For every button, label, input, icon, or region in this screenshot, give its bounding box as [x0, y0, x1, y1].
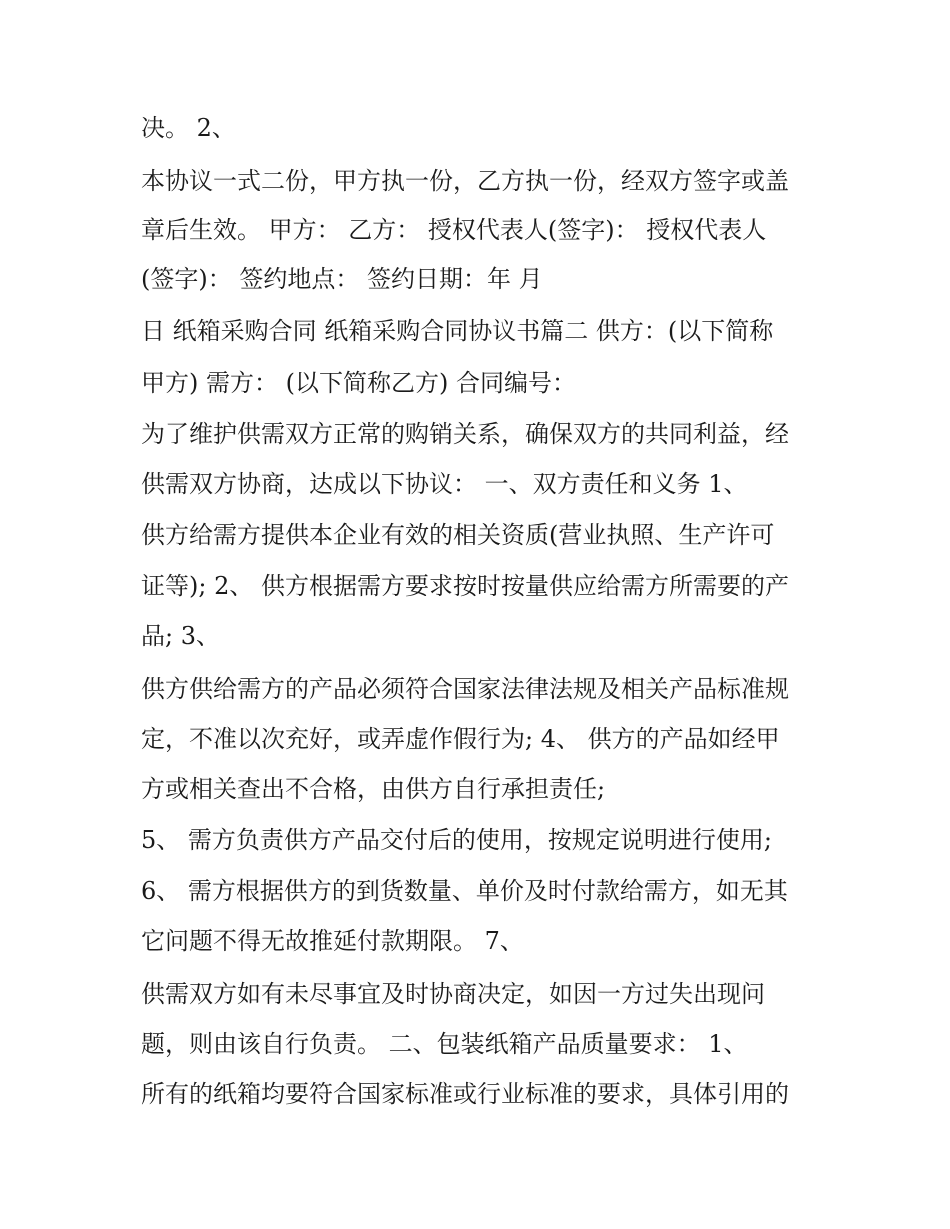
- text-line: 甲方) 需方： (以下简称乙方) 合同编号：: [141, 369, 576, 397]
- text-line: 供方供给需方的产品必须符合国家法律法规及相关产品标准规: [141, 675, 789, 703]
- text-line: (签字)： 签约地点： 签约日期：年 月: [141, 265, 543, 293]
- text-line: 章后生效。 甲方： 乙方： 授权代表人(签字)： 授权代表人: [141, 216, 767, 244]
- text-line: 决。 2、: [141, 114, 236, 142]
- text-line: 它问题不得无故推延付款期限。 7、: [141, 927, 524, 955]
- text-line: 所有的纸箱均要符合国家标准或行业标准的要求，具体引用的: [141, 1080, 789, 1108]
- text-line: 供需双方如有未尽事宜及时协商决定，如因一方过失出现问: [141, 980, 765, 1008]
- text-line: 定，不准以次充好，或弄虚作假行为; 4、 供方的产品如经甲: [141, 725, 780, 753]
- text-line: 题，则由该自行负责。 二、包装纸箱产品质量要求： 1、: [141, 1030, 748, 1058]
- text-line: 供需双方协商，达成以下协议： 一、双方责任和义务 1、: [141, 470, 748, 498]
- text-line: 供方给需方提供本企业有效的相关资质(营业执照、生产许可: [141, 521, 775, 549]
- text-line: 方或相关查出不合格，由供方自行承担责任;: [141, 775, 606, 803]
- text-line: 品; 3、: [141, 622, 220, 650]
- text-line: 为了维护供需双方正常的购销关系，确保双方的共同利益，经: [141, 420, 789, 448]
- text-line: 6、 需方根据供方的到货数量、单价及时付款给需方，如无其: [141, 877, 788, 905]
- text-line: 5、 需方负责供方产品交付后的使用，按规定说明进行使用;: [141, 826, 772, 854]
- text-line: 日 纸箱采购合同 纸箱采购合同协议书篇二 供方：(以下简称: [141, 317, 774, 345]
- text-line: 证等); 2、 供方根据需方要求按时按量供应给需方所需要的产: [141, 572, 789, 600]
- text-line: 本协议一式二份，甲方执一份，乙方执一份，经双方签字或盖: [141, 167, 789, 195]
